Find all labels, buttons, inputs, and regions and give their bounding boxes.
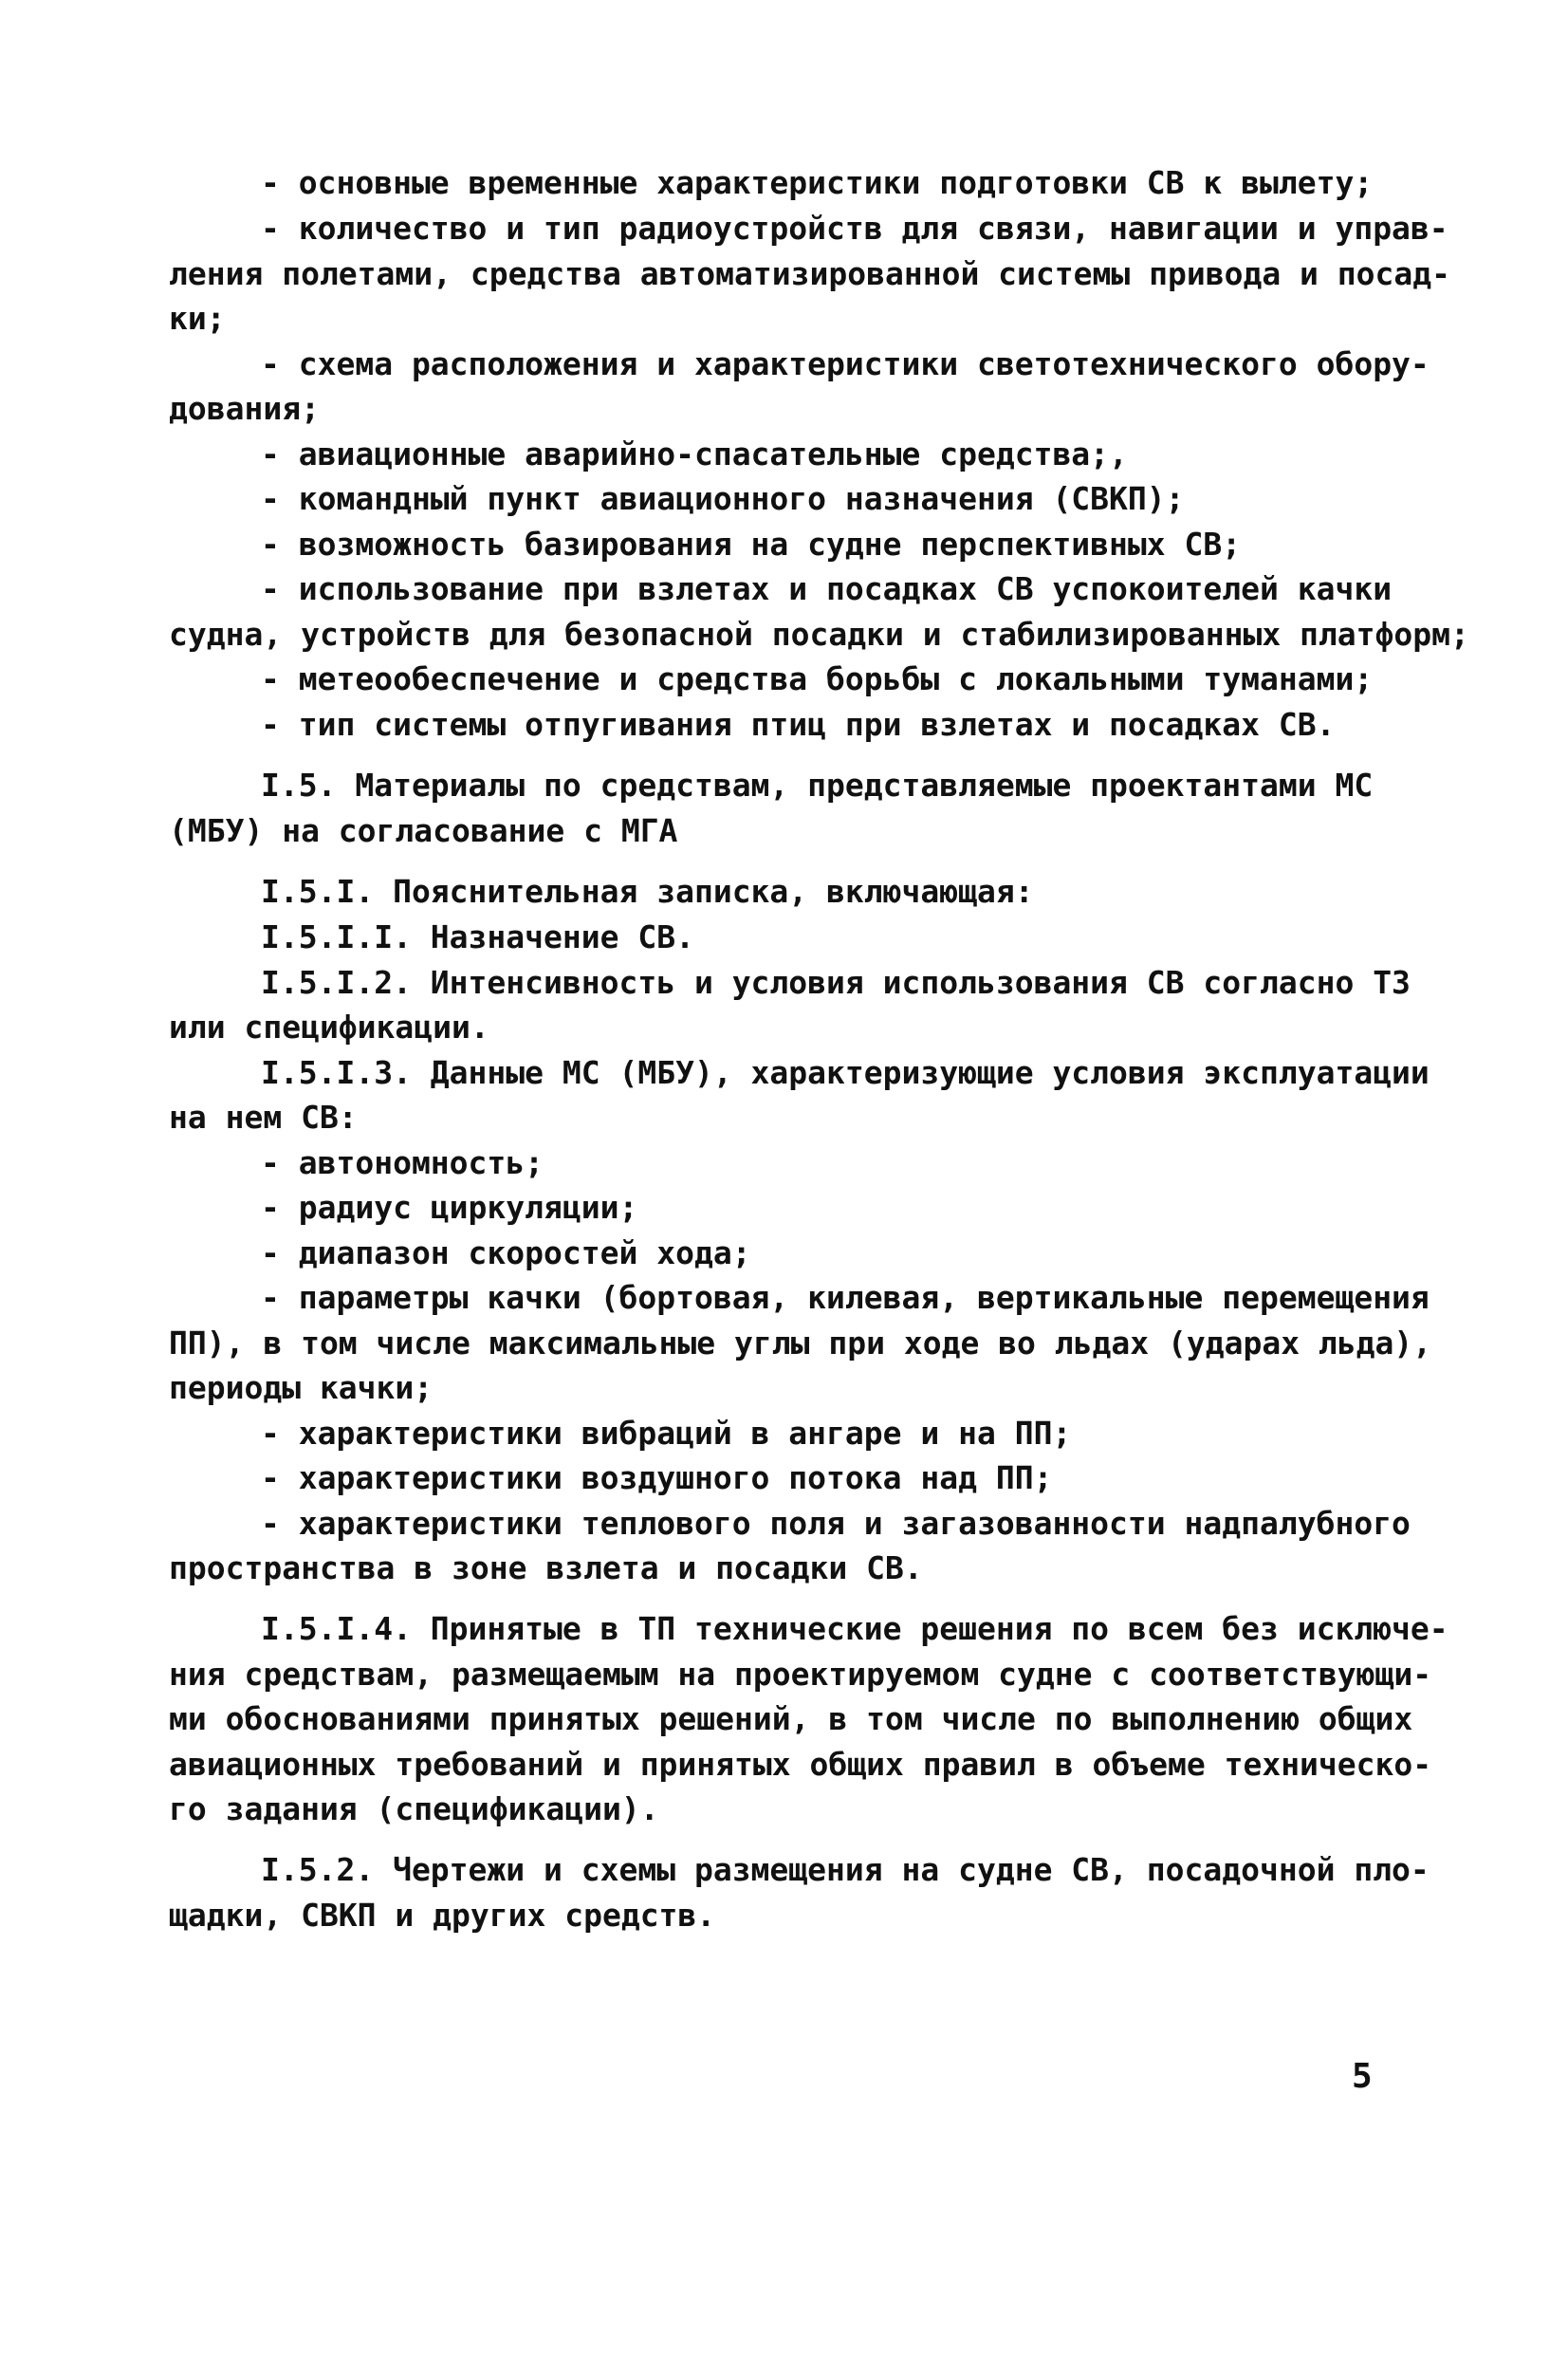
- text-line: - тип системы отпугивания птиц при взлетах и посадках СВ.: [261, 706, 1336, 743]
- subsection-heading: I.5.2. Чертежи и схемы размещения на судне СВ, посадочной пло-: [261, 1851, 1430, 1888]
- text-line: - характеристики воздушного потока над ПП;: [261, 1459, 1053, 1496]
- text-line: ПП), в том числе максимальные углы при ходе во льдах (ударах льда),: [169, 1325, 1432, 1362]
- text-line: I.5.I.I. Назначение СВ.: [261, 918, 694, 955]
- text-line: - схема расположения и характеристики светотехнического обору-: [261, 345, 1430, 382]
- text-line: го задания (спецификации).: [169, 1790, 659, 1827]
- text-line: - характеристики теплового поля и загазованности надпалубного: [261, 1505, 1411, 1542]
- text-line: ми обоснованиями принятых решений, в том числе по выполнению общих: [169, 1700, 1413, 1737]
- text-line: - автономность;: [261, 1144, 544, 1181]
- text-line: - параметры качки (бортовая, килевая, вертикальные перемещения: [261, 1279, 1430, 1316]
- text-line: дования;: [169, 390, 320, 427]
- text-line: - основные временные характеристики подготовки СВ к вылету;: [261, 164, 1374, 201]
- text-line: - метеообеспечение и средства борьбы с локальными туманами;: [261, 660, 1374, 697]
- text-line: - количество и тип радиоустройств для связи, навигации и управ-: [261, 210, 1448, 247]
- text-line: на нем СВ:: [169, 1099, 358, 1136]
- text-line: - диапазон скоростей хода;: [261, 1234, 751, 1271]
- section-heading: I.5. Материалы по средствам, представляемые проектантами МС: [261, 767, 1374, 804]
- text-line: периоды качки;: [169, 1369, 434, 1406]
- text-line: ния средствам, размещаемым на проектируемом судне с соответствующи-: [169, 1656, 1432, 1693]
- text-line: ки;: [169, 300, 226, 337]
- text-line: судна, устройств для безопасной посадки и стабилизированных платформ;: [169, 616, 1469, 653]
- page-number: 5: [1352, 2057, 1373, 2096]
- text-line: пространства в зоне взлета и посадки СВ.: [169, 1549, 923, 1586]
- text-line: (МБУ) на согласование с МГА: [169, 812, 678, 849]
- text-line: или спецификации.: [169, 1009, 489, 1046]
- text-line: - использование при взлетах и посадках СВ успокоителей качки: [261, 570, 1393, 607]
- text-line: I.5.I.2. Интенсивность и условия использования СВ согласно ТЗ: [261, 964, 1411, 1001]
- text-line: - характеристики вибраций в ангаре и на ПП;: [261, 1415, 1072, 1452]
- text-line: - возможность базирования на судне перспективных СВ;: [261, 526, 1242, 563]
- text-line: - авиационные аварийно-спасательные средства;,: [261, 435, 1128, 472]
- text-line: I.5.I.4. Принятые в ТП технические решения по всем без исключе-: [261, 1610, 1448, 1647]
- subsection-heading: I.5.I. Пояснительная записка, включающая:: [261, 873, 1034, 910]
- text-line: щадки, СВКП и других средств.: [169, 1897, 716, 1934]
- text-line: - командный пункт авиационного назначения (СВКП);: [261, 480, 1185, 517]
- text-line: ления полетами, средства автоматизированной системы привода и посад-: [169, 255, 1451, 292]
- text-line: I.5.I.3. Данные МС (МБУ), характеризующие условия эксплуатации: [261, 1054, 1430, 1091]
- text-line: - радиус циркуляции;: [261, 1189, 638, 1226]
- text-line: авиационных требований и принятых общих правил в объеме техническо-: [169, 1746, 1432, 1783]
